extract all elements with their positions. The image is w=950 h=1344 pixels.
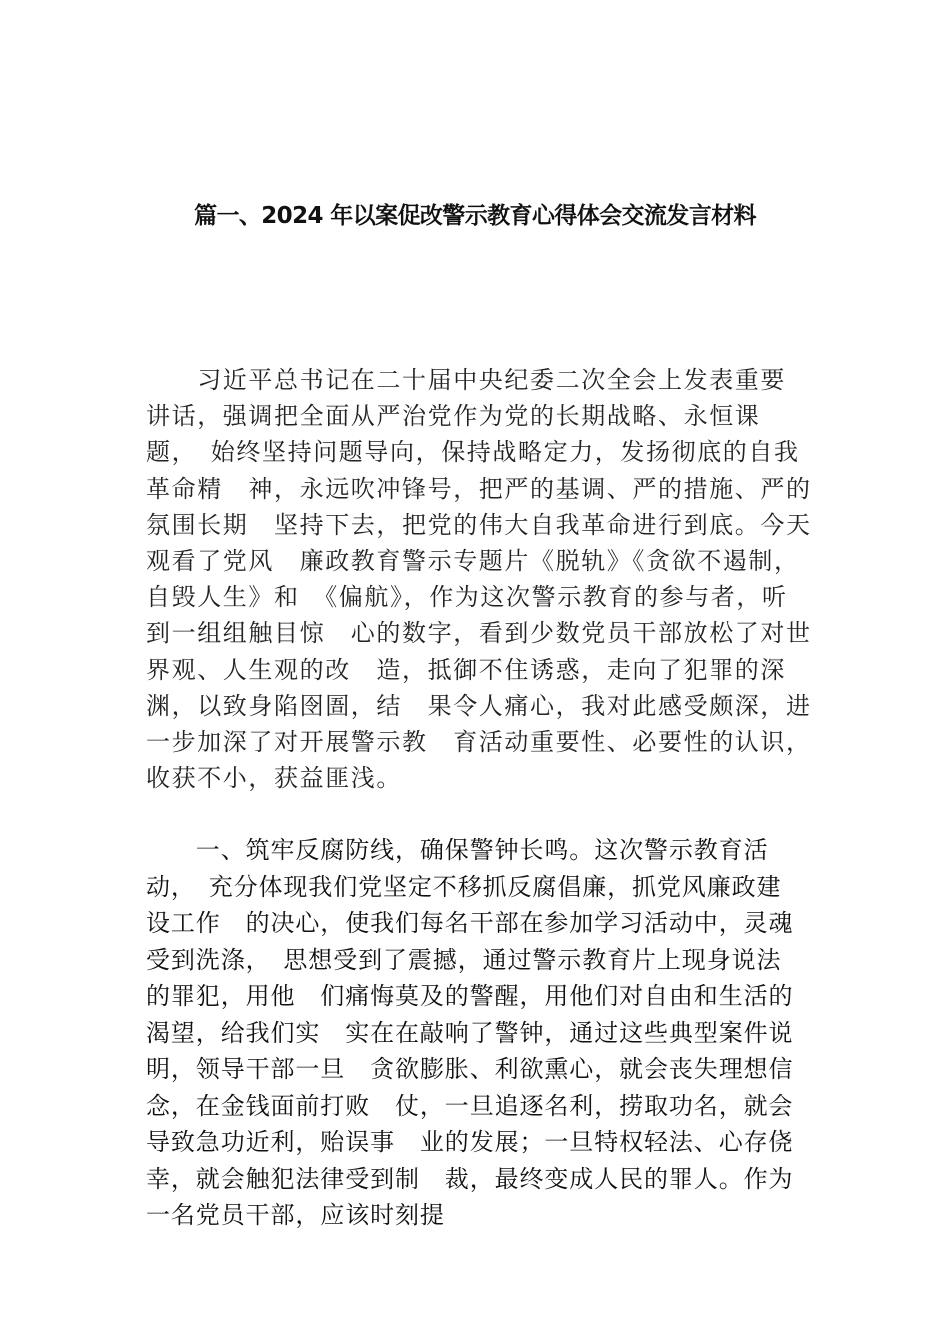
text-line: 界观、人生观的改 造，抵御不住诱惑，走向了犯罪的深 <box>146 655 786 684</box>
text-line: 一名党员干部，应该时刻提 <box>146 1201 445 1229</box>
text-line: 设工作 的决心，使我们每名干部在参加学习活动中，灵魂 <box>146 909 794 937</box>
text-line: 幸，就会触犯法律受到制 裁，最终变成人民的罪人。作为 <box>146 1164 794 1193</box>
text-line: 渴望，给我们实 实在在敲响了警钟，通过这些典型案件说 <box>146 1018 794 1047</box>
text-line: 明，领导干部一旦 贪欲膨胀、利欲熏心，就会丧失理想信 <box>146 1055 794 1083</box>
text-line: 动， 充分体现我们党坚定不移抓反腐倡廉，抓党风廉政建 <box>146 872 782 901</box>
text-line: 到一组组触目惊 心的数字，看到少数党员干部放松了对世 <box>146 619 812 648</box>
text-line: 受到洗涤， 思想受到了震撼，通过警示教育片上现身说法 <box>146 945 782 974</box>
text-line: 渊，以致身陷囹圄，结 果令人痛心，我对此感受颇深，进 <box>146 691 812 720</box>
text-line: 的罪犯，用他 们痛悔莫及的警醒，用他们对自由和生活的 <box>146 982 794 1010</box>
text-line: 讲话，强调把全面从严治党作为党的长期战略、永恒课 <box>146 402 761 431</box>
text-line: 习近平总书记在二十届中央纪委二次全会上发表重要 <box>146 366 786 394</box>
text-line: 观看了党风 廉政教育警示专题片《脱轨》《贪欲不遏制， <box>146 546 800 575</box>
intro-paragraph <box>146 362 812 796</box>
text-line: 革命精 神，永远吹冲锋号，把严的基调、严的措施、严的 <box>146 474 812 503</box>
text-line: 氛围长期 坚持下去，把党的伟大自我革命进行到底。今天 <box>146 510 812 539</box>
text-line: 自毁人生》和 《偏航》，作为这次警示教育的参与者，听 <box>146 583 788 612</box>
section-one-paragraph <box>146 832 806 1234</box>
text-line: 一步加深了对开展警示教 育活动重要性、必要性的认识， <box>146 727 812 756</box>
text-line: 题， 始终坚持问题导向，保持战略定力，发扬彻底的自我 <box>146 438 800 467</box>
document-title: 篇一、2024 年以案促改警示教育心得体会交流发言材料 <box>194 203 756 229</box>
text-line: 收获不小，获益匪浅。 <box>146 764 402 793</box>
text-line: 导致急功近利，贻误事 业的发展；一旦特权轻法、心存侥 <box>146 1128 794 1156</box>
text-line: 念，在金钱面前打败 仗，一旦追逐名利，捞取功名，就会 <box>146 1091 794 1120</box>
text-line: 一、筑牢反腐防线，确保警钟长鸣。这次警示教育活 <box>146 836 769 864</box>
